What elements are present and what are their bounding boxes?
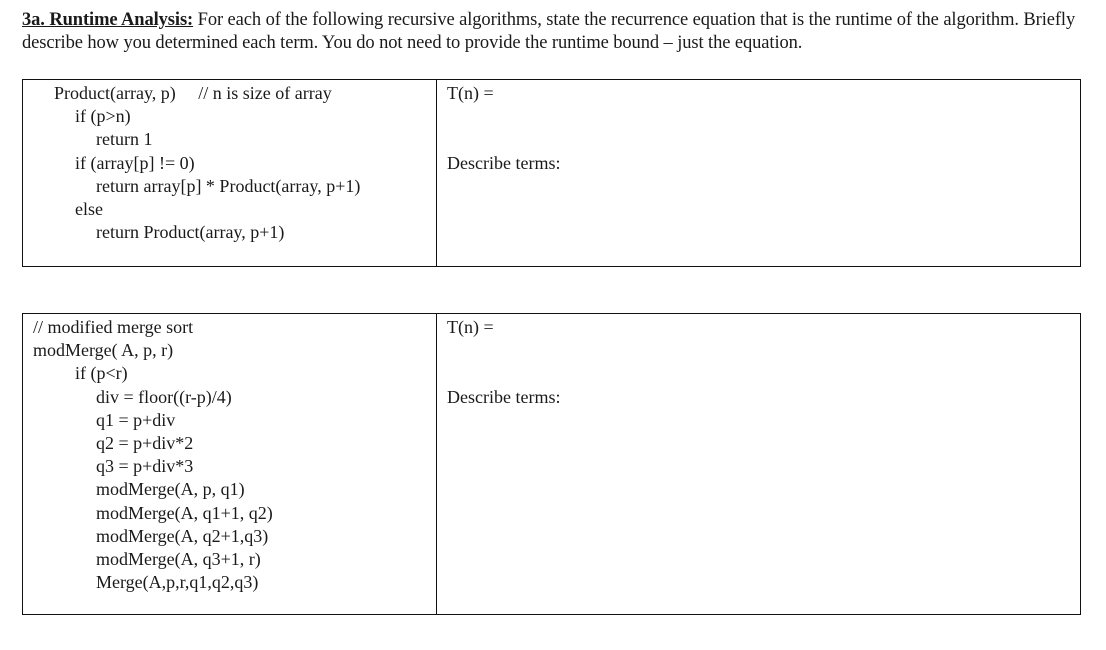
code-line: if (p<r) xyxy=(75,363,128,384)
code-line: if (array[p] != 0) xyxy=(75,152,195,173)
code-line: modMerge(A, q3+1, r) xyxy=(96,549,261,570)
code-line: return 1 xyxy=(96,129,153,150)
question-instructions: For each of the following recursive algorithms, state the recurrence equation that is the runtime of the algorithm. Briefly describe how you determined each term. You do not need to provide the runtime bound – just the equation. xyxy=(22,10,1076,53)
code-line: modMerge(A, q1+1, q2) xyxy=(96,502,273,523)
code-line: if (p>n) xyxy=(75,106,131,127)
code-line: return Product(array, p+1) xyxy=(96,222,285,243)
code-line: Merge(A,p,r,q1,q2,q3) xyxy=(96,572,259,593)
code-line: // modified merge sort xyxy=(33,317,194,337)
problem-1-answer-cell[interactable] xyxy=(437,80,1081,267)
code-line: modMerge( A, p, r) xyxy=(33,340,174,361)
question-heading xyxy=(22,9,1082,55)
code-line: modMerge(A, q2+1,q3) xyxy=(96,525,269,546)
describe-terms-label: Describe terms: xyxy=(447,153,561,173)
recurrence-label: T(n) = xyxy=(447,317,494,337)
problem-1-code-cell xyxy=(23,80,437,267)
describe-terms-label: Describe terms: xyxy=(447,387,561,407)
code-line: q2 = p+div*2 xyxy=(96,433,194,454)
code-line: Product(array, p) // n is size of array xyxy=(54,83,332,103)
recurrence-label: T(n) = xyxy=(447,83,494,103)
problem-1-table xyxy=(22,79,1081,267)
problem-2-code-cell xyxy=(23,314,437,615)
problem-2-answer-cell[interactable] xyxy=(437,314,1081,615)
code-line: q3 = p+div*3 xyxy=(96,456,194,477)
code-line: modMerge(A, p, q1) xyxy=(96,479,245,500)
code-line: div = floor((r-p)/4) xyxy=(96,386,232,407)
code-line: q1 = p+div xyxy=(96,409,176,430)
problem-2-table xyxy=(22,313,1081,615)
code-line: return array[p] * Product(array, p+1) xyxy=(96,175,361,196)
question-label: 3a. Runtime Analysis: xyxy=(22,10,194,30)
code-line: else xyxy=(75,199,103,220)
